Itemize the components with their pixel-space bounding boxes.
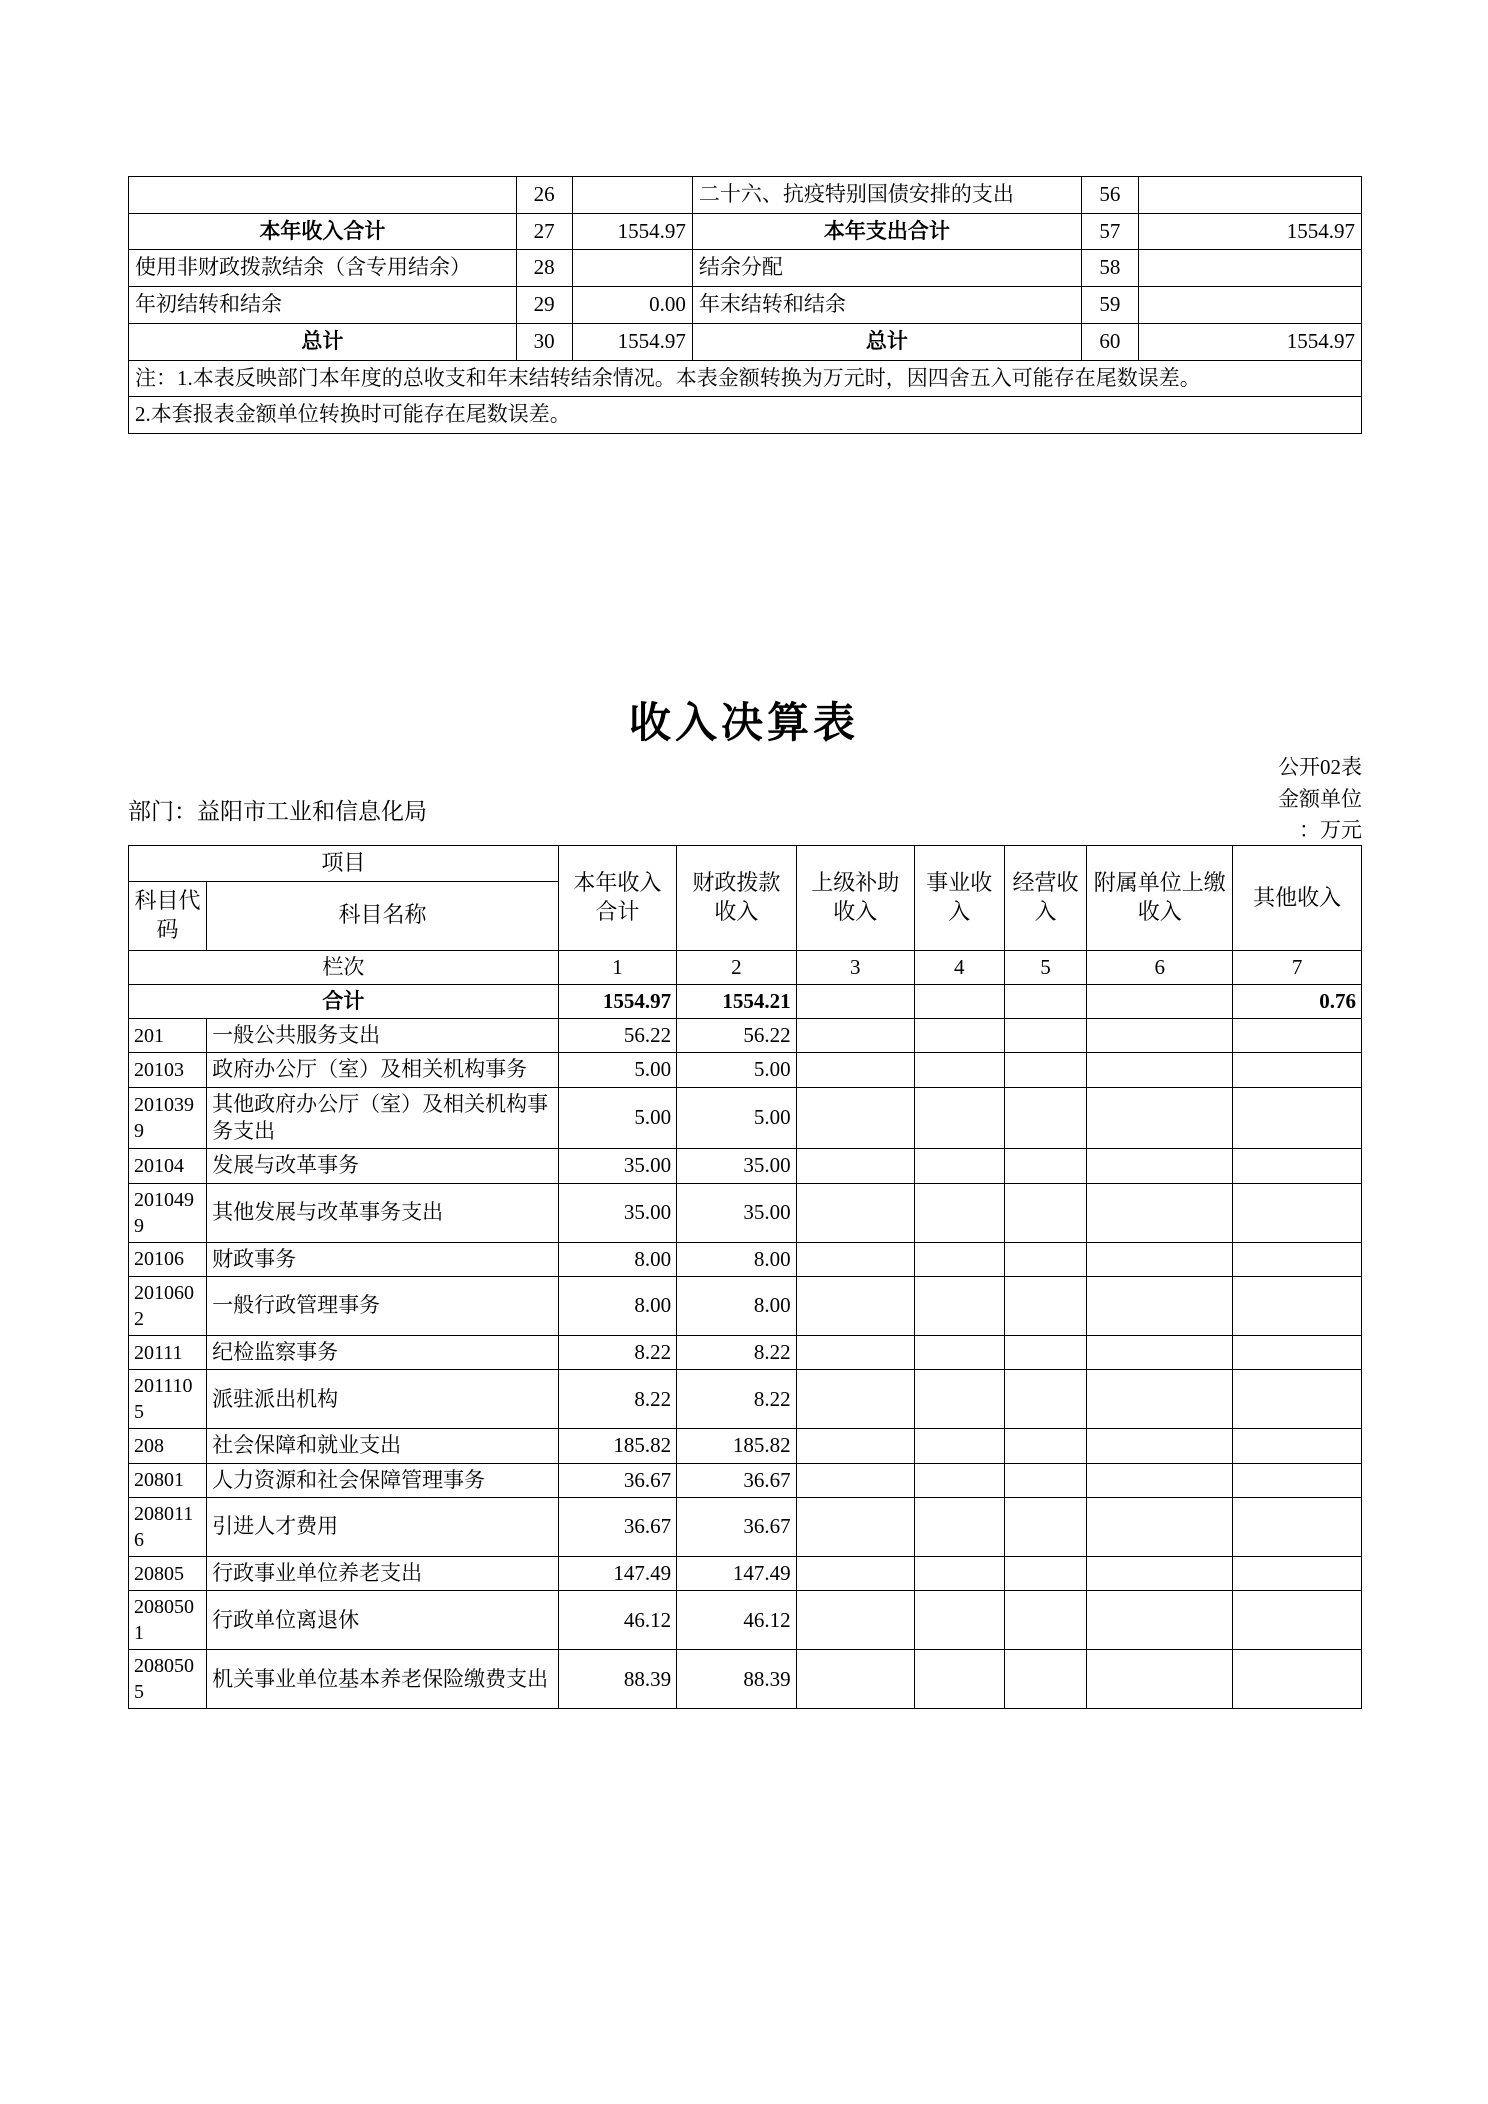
subject-code: 2080505 <box>129 1650 207 1709</box>
subject-name: 派驻派出机构 <box>207 1370 559 1429</box>
left-value: 1554.97 <box>572 213 692 250</box>
value-3 <box>796 1370 914 1429</box>
value-2: 35.00 <box>677 1183 797 1242</box>
subject-name: 其他政府办公厅（室）及相关机构事务支出 <box>207 1087 559 1149</box>
right-label: 本年支出合计 <box>692 213 1081 250</box>
value-7 <box>1233 1591 1362 1650</box>
value-1: 8.00 <box>558 1242 676 1276</box>
left-line-no: 26 <box>516 177 572 214</box>
value-3 <box>796 1276 914 1335</box>
header-item-group: 项目 <box>129 846 559 882</box>
value-6 <box>1087 1497 1233 1556</box>
value-3 <box>796 1650 914 1709</box>
lane-number-3: 3 <box>796 950 914 984</box>
table-row <box>129 1149 1362 1183</box>
value-4 <box>914 1053 1004 1087</box>
header-name: 科目名称 <box>207 881 559 950</box>
total-value-3 <box>796 984 914 1018</box>
subject-code: 2080116 <box>129 1497 207 1556</box>
value-3 <box>796 1019 914 1053</box>
value-6 <box>1087 1183 1233 1242</box>
value-3 <box>796 1429 914 1463</box>
right-line-no: 60 <box>1081 323 1138 360</box>
subject-name: 社会保障和就业支出 <box>207 1429 559 1463</box>
value-5 <box>1004 1276 1087 1335</box>
right-value <box>1138 250 1361 287</box>
value-6 <box>1087 1429 1233 1463</box>
value-7 <box>1233 1463 1362 1497</box>
left-line-no: 30 <box>516 323 572 360</box>
value-1: 5.00 <box>558 1087 676 1149</box>
left-value: 1554.97 <box>572 323 692 360</box>
value-7 <box>1233 1053 1362 1087</box>
value-1: 8.00 <box>558 1276 676 1335</box>
value-6 <box>1087 1053 1233 1087</box>
value-7 <box>1233 1556 1362 1590</box>
subject-code: 2010399 <box>129 1087 207 1149</box>
value-7 <box>1233 1276 1362 1335</box>
table-row <box>129 1463 1362 1497</box>
subject-name: 引进人才费用 <box>207 1497 559 1556</box>
value-2: 147.49 <box>677 1556 797 1590</box>
table-row <box>129 1335 1362 1369</box>
value-2: 46.12 <box>677 1591 797 1650</box>
table-row <box>129 1591 1362 1650</box>
value-1: 36.67 <box>558 1463 676 1497</box>
subject-name: 一般公共服务支出 <box>207 1019 559 1053</box>
value-1: 147.49 <box>558 1556 676 1590</box>
value-1: 5.00 <box>558 1053 676 1087</box>
value-6 <box>1087 1242 1233 1276</box>
value-4 <box>914 1087 1004 1149</box>
value-1: 35.00 <box>558 1183 676 1242</box>
value-4 <box>914 1497 1004 1556</box>
right-label: 总计 <box>692 323 1081 360</box>
value-4 <box>914 1019 1004 1053</box>
value-5 <box>1004 1242 1087 1276</box>
table-row <box>129 1087 1362 1149</box>
value-5 <box>1004 1556 1087 1590</box>
amount-unit-value: ：万元 <box>1299 818 1362 842</box>
value-2: 8.00 <box>677 1242 797 1276</box>
value-7 <box>1233 1429 1362 1463</box>
header-col-4: 事业收入 <box>914 846 1004 951</box>
subject-code: 20103 <box>129 1053 207 1087</box>
value-5 <box>1004 1429 1087 1463</box>
table-row <box>129 323 1362 360</box>
subject-name: 一般行政管理事务 <box>207 1276 559 1335</box>
right-value <box>1138 177 1361 214</box>
table-row <box>129 1429 1362 1463</box>
lane-number-2: 2 <box>677 950 797 984</box>
subject-code: 2010499 <box>129 1183 207 1242</box>
value-2: 36.67 <box>677 1497 797 1556</box>
sheet-meta <box>1142 752 1362 847</box>
value-4 <box>914 1149 1004 1183</box>
right-value <box>1138 287 1361 324</box>
table-row <box>129 1019 1362 1053</box>
value-1: 185.82 <box>558 1429 676 1463</box>
income-table <box>128 845 1362 1709</box>
left-label: 使用非财政拨款结余（含专用结余） <box>129 250 517 287</box>
table-row <box>129 1242 1362 1276</box>
total-value-5 <box>1004 984 1087 1018</box>
value-6 <box>1087 1650 1233 1709</box>
value-5 <box>1004 1149 1087 1183</box>
table-note-1: 注：1.本表反映部门本年度的总收支和年末结转结余情况。本表金额转换为万元时，因四舍五入可能存在尾数误差。 <box>129 360 1362 397</box>
value-5 <box>1004 1183 1087 1242</box>
header-code: 科目代码 <box>129 881 207 950</box>
subject-code: 20106 <box>129 1242 207 1276</box>
header-col-7: 其他收入 <box>1233 846 1362 951</box>
table-row <box>129 177 1362 214</box>
value-2: 5.00 <box>677 1053 797 1087</box>
left-line-no: 27 <box>516 213 572 250</box>
subject-name: 发展与改革事务 <box>207 1149 559 1183</box>
subject-name: 人力资源和社会保障管理事务 <box>207 1463 559 1497</box>
header-col-3: 上级补助收入 <box>796 846 914 951</box>
subject-name: 政府办公厅（室）及相关机构事务 <box>207 1053 559 1087</box>
value-6 <box>1087 1276 1233 1335</box>
value-3 <box>796 1242 914 1276</box>
income-statement-table <box>128 845 1362 1709</box>
table-row <box>129 1183 1362 1242</box>
value-2: 56.22 <box>677 1019 797 1053</box>
value-7 <box>1233 1149 1362 1183</box>
value-1: 88.39 <box>558 1650 676 1709</box>
value-6 <box>1087 1149 1233 1183</box>
value-5 <box>1004 1591 1087 1650</box>
right-value: 1554.97 <box>1138 323 1361 360</box>
subject-code: 208 <box>129 1429 207 1463</box>
value-6 <box>1087 1019 1233 1053</box>
subject-name: 行政单位离退休 <box>207 1591 559 1650</box>
subject-code: 20801 <box>129 1463 207 1497</box>
subject-name: 财政事务 <box>207 1242 559 1276</box>
total-row <box>129 984 1362 1018</box>
value-6 <box>1087 1591 1233 1650</box>
value-2: 8.00 <box>677 1276 797 1335</box>
value-6 <box>1087 1335 1233 1369</box>
value-7 <box>1233 1335 1362 1369</box>
sheet-number: 公开02表 <box>1278 755 1362 779</box>
value-7 <box>1233 1650 1362 1709</box>
total-value-6 <box>1087 984 1233 1018</box>
subject-code: 2080501 <box>129 1591 207 1650</box>
value-5 <box>1004 1463 1087 1497</box>
value-3 <box>796 1335 914 1369</box>
value-1: 36.67 <box>558 1497 676 1556</box>
table-row <box>129 1053 1362 1087</box>
header-col-5: 经营收入 <box>1004 846 1087 951</box>
lane-number-1: 1 <box>558 950 676 984</box>
value-5 <box>1004 1087 1087 1149</box>
header-col-6: 附属单位上缴收入 <box>1087 846 1233 951</box>
lane-number-4: 4 <box>914 950 1004 984</box>
value-2: 8.22 <box>677 1370 797 1429</box>
value-3 <box>796 1183 914 1242</box>
left-value <box>572 177 692 214</box>
header-row-top <box>129 846 1362 882</box>
left-label: 总计 <box>129 323 517 360</box>
value-1: 35.00 <box>558 1149 676 1183</box>
value-4 <box>914 1591 1004 1650</box>
value-5 <box>1004 1053 1087 1087</box>
subject-name: 机关事业单位基本养老保险缴费支出 <box>207 1650 559 1709</box>
subject-code: 201 <box>129 1019 207 1053</box>
header-col-1: 本年收入合计 <box>558 846 676 951</box>
value-2: 5.00 <box>677 1087 797 1149</box>
left-line-no: 29 <box>516 287 572 324</box>
table-row <box>129 1497 1362 1556</box>
total-value-7: 0.76 <box>1233 984 1362 1018</box>
right-line-no: 56 <box>1081 177 1138 214</box>
left-line-no: 28 <box>516 250 572 287</box>
value-2: 185.82 <box>677 1429 797 1463</box>
table-note-2: 2.本套报表金额单位转换时可能存在尾数误差。 <box>129 397 1362 434</box>
value-3 <box>796 1556 914 1590</box>
value-4 <box>914 1242 1004 1276</box>
value-7 <box>1233 1087 1362 1149</box>
right-line-no: 59 <box>1081 287 1138 324</box>
subject-code: 2011105 <box>129 1370 207 1429</box>
left-value: 0.00 <box>572 287 692 324</box>
right-label: 二十六、抗疫特别国债安排的支出 <box>692 177 1081 214</box>
value-5 <box>1004 1370 1087 1429</box>
total-value-1: 1554.97 <box>558 984 676 1018</box>
value-1: 8.22 <box>558 1335 676 1369</box>
value-7 <box>1233 1183 1362 1242</box>
value-1: 46.12 <box>558 1591 676 1650</box>
value-3 <box>796 1463 914 1497</box>
value-3 <box>796 1149 914 1183</box>
total-value-2: 1554.21 <box>677 984 797 1018</box>
subject-name: 行政事业单位养老支出 <box>207 1556 559 1590</box>
right-label: 年末结转和结余 <box>692 287 1081 324</box>
value-4 <box>914 1370 1004 1429</box>
subject-code: 2010602 <box>129 1276 207 1335</box>
total-label: 合计 <box>129 984 559 1018</box>
header-col-2: 财政拨款收入 <box>677 846 797 951</box>
value-3 <box>796 1497 914 1556</box>
table-row <box>129 1370 1362 1429</box>
value-2: 8.22 <box>677 1335 797 1369</box>
subject-name: 纪检监察事务 <box>207 1335 559 1369</box>
value-3 <box>796 1591 914 1650</box>
table-row <box>129 213 1362 250</box>
value-6 <box>1087 1087 1233 1149</box>
table-row <box>129 287 1362 324</box>
value-4 <box>914 1276 1004 1335</box>
lane-row <box>129 950 1362 984</box>
table-row <box>129 250 1362 287</box>
table-row <box>129 1276 1362 1335</box>
value-6 <box>1087 1463 1233 1497</box>
value-5 <box>1004 1335 1087 1369</box>
left-label: 本年收入合计 <box>129 213 517 250</box>
value-4 <box>914 1463 1004 1497</box>
value-4 <box>914 1650 1004 1709</box>
subject-code: 20111 <box>129 1335 207 1369</box>
table-note-row <box>129 397 1362 434</box>
value-2: 36.67 <box>677 1463 797 1497</box>
value-5 <box>1004 1019 1087 1053</box>
right-line-no: 57 <box>1081 213 1138 250</box>
value-3 <box>796 1053 914 1087</box>
left-value <box>572 250 692 287</box>
value-4 <box>914 1556 1004 1590</box>
value-5 <box>1004 1650 1087 1709</box>
value-7 <box>1233 1370 1362 1429</box>
value-7 <box>1233 1242 1362 1276</box>
right-label: 结余分配 <box>692 250 1081 287</box>
department-line: 部门：益阳市工业和信息化局 <box>128 799 427 824</box>
lane-number-5: 5 <box>1004 950 1087 984</box>
value-3 <box>796 1087 914 1149</box>
lane-number-7: 7 <box>1233 950 1362 984</box>
table-row <box>129 1650 1362 1709</box>
table-row <box>129 1556 1362 1590</box>
value-6 <box>1087 1556 1233 1590</box>
value-1: 56.22 <box>558 1019 676 1053</box>
value-6 <box>1087 1370 1233 1429</box>
right-value: 1554.97 <box>1138 213 1361 250</box>
lane-label: 栏次 <box>129 950 559 984</box>
amount-unit-label: 金额单位 <box>1278 786 1362 811</box>
lane-number-6: 6 <box>1087 950 1233 984</box>
summary-table <box>128 176 1362 434</box>
summary-continuation-table <box>128 176 1362 434</box>
table-note-row <box>129 360 1362 397</box>
subject-code: 20104 <box>129 1149 207 1183</box>
subject-name: 其他发展与改革事务支出 <box>207 1183 559 1242</box>
value-4 <box>914 1335 1004 1369</box>
value-4 <box>914 1429 1004 1463</box>
right-line-no: 58 <box>1081 250 1138 287</box>
total-value-4 <box>914 984 1004 1018</box>
page-title: 收入决算表 <box>628 701 859 747</box>
value-7 <box>1233 1497 1362 1556</box>
value-4 <box>914 1183 1004 1242</box>
value-7 <box>1233 1019 1362 1053</box>
value-5 <box>1004 1497 1087 1556</box>
value-2: 35.00 <box>677 1149 797 1183</box>
left-label <box>129 177 517 214</box>
value-1: 8.22 <box>558 1370 676 1429</box>
subject-code: 20805 <box>129 1556 207 1590</box>
left-label: 年初结转和结余 <box>129 287 517 324</box>
value-2: 88.39 <box>677 1650 797 1709</box>
